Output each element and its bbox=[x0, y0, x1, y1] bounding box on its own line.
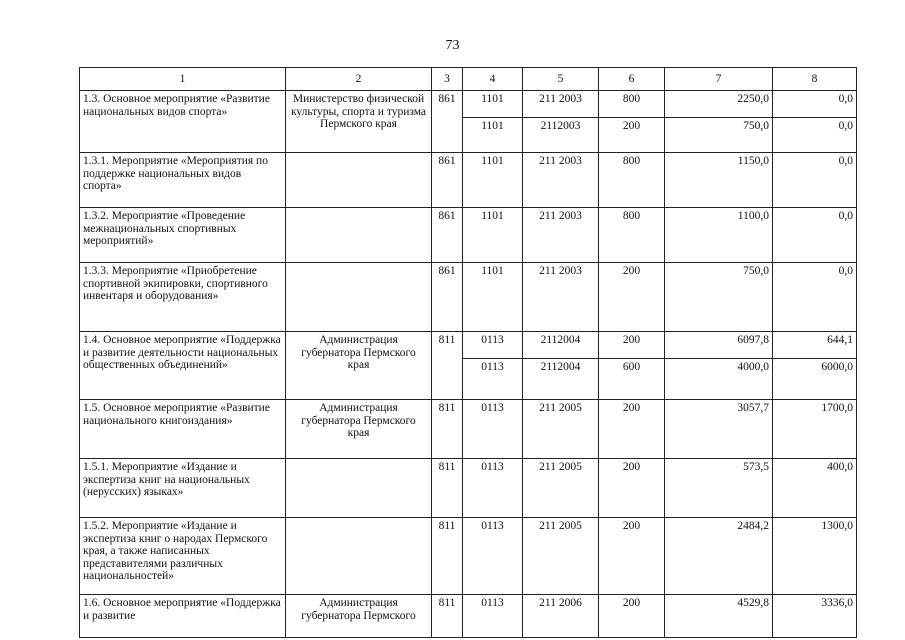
activity-name: 1.6. Основное мероприятие «Поддержка и развитие bbox=[80, 595, 286, 638]
column-header: 2 bbox=[286, 68, 432, 91]
executor: Министерство физической культуры, спорта и туризма Пермского края bbox=[286, 91, 432, 153]
table-row bbox=[80, 263, 857, 332]
amount-col7: 4000,0 bbox=[665, 359, 773, 400]
section-code: 1101 bbox=[463, 91, 523, 118]
expense-type: 200 bbox=[599, 400, 665, 459]
executor bbox=[286, 518, 432, 595]
column-header: 8 bbox=[773, 68, 857, 91]
target-code: 2112004 bbox=[523, 332, 599, 359]
executor: Администрация губернатора Пермского края bbox=[286, 400, 432, 459]
table-row bbox=[80, 459, 857, 518]
section-code: 1101 bbox=[463, 153, 523, 208]
section-code: 0113 bbox=[463, 332, 523, 359]
header-row bbox=[80, 68, 857, 91]
target-code: 2112003 bbox=[523, 118, 599, 153]
column-header: 1 bbox=[80, 68, 286, 91]
activity-name: 1.3.1. Мероприятие «Мероприятия по поддержке национальных видов спорта» bbox=[80, 153, 286, 208]
expense-type: 200 bbox=[599, 459, 665, 518]
table-row bbox=[80, 153, 857, 208]
admin-code: 811 bbox=[432, 459, 463, 518]
executor bbox=[286, 153, 432, 208]
column-header: 7 bbox=[665, 68, 773, 91]
table-row bbox=[80, 518, 857, 595]
expense-type: 800 bbox=[599, 91, 665, 118]
amount-col8: 1700,0 bbox=[773, 400, 857, 459]
column-header: 6 bbox=[599, 68, 665, 91]
amount-col7: 4529,8 bbox=[665, 595, 773, 638]
expense-type: 600 bbox=[599, 359, 665, 400]
target-code: 211 2005 bbox=[523, 459, 599, 518]
target-code: 211 2003 bbox=[523, 153, 599, 208]
target-code: 211 2003 bbox=[523, 208, 599, 263]
amount-col7: 2250,0 bbox=[665, 91, 773, 118]
amount-col7: 6097,8 bbox=[665, 332, 773, 359]
section-code: 0113 bbox=[463, 359, 523, 400]
admin-code: 811 bbox=[432, 518, 463, 595]
column-header: 3 bbox=[432, 68, 463, 91]
amount-col8: 644,1 bbox=[773, 332, 857, 359]
activity-name: 1.4. Основное мероприятие «Поддержка и развитие деятельности национальных общественных объединений» bbox=[80, 332, 286, 400]
table-row bbox=[80, 332, 857, 359]
column-header: 5 bbox=[523, 68, 599, 91]
amount-col8: 0,0 bbox=[773, 91, 857, 118]
target-code: 2112004 bbox=[523, 359, 599, 400]
activity-name: 1.3.3. Мероприятие «Приобретение спортивной экипировки, спортивного инвентаря и оборудования» bbox=[80, 263, 286, 332]
activity-name: 1.5. Основное мероприятие «Развитие национального книгоиздания» bbox=[80, 400, 286, 459]
executor bbox=[286, 263, 432, 332]
table-row bbox=[80, 595, 857, 638]
amount-col7: 1100,0 bbox=[665, 208, 773, 263]
activity-name: 1.5.2. Мероприятие «Издание и экспертиза книг о народах Пермского края, а также написанных представителями различных национальностей» bbox=[80, 518, 286, 595]
expense-type: 200 bbox=[599, 518, 665, 595]
amount-col8: 0,0 bbox=[773, 263, 857, 332]
executor: Администрация губернатора Пермского края bbox=[286, 332, 432, 400]
expense-type: 200 bbox=[599, 263, 665, 332]
target-code: 211 2006 bbox=[523, 595, 599, 638]
table-row bbox=[80, 400, 857, 459]
executor: Администрация губернатора Пермского bbox=[286, 595, 432, 638]
table-row bbox=[80, 208, 857, 263]
admin-code: 811 bbox=[432, 400, 463, 459]
amount-col7: 573,5 bbox=[665, 459, 773, 518]
expense-type: 200 bbox=[599, 118, 665, 153]
amount-col7: 1150,0 bbox=[665, 153, 773, 208]
amount-col8: 1300,0 bbox=[773, 518, 857, 595]
amount-col8: 6000,0 bbox=[773, 359, 857, 400]
amount-col7: 750,0 bbox=[665, 263, 773, 332]
section-code: 0113 bbox=[463, 518, 523, 595]
admin-code: 861 bbox=[432, 153, 463, 208]
admin-code: 861 bbox=[432, 208, 463, 263]
target-code: 211 2005 bbox=[523, 518, 599, 595]
admin-code: 811 bbox=[432, 332, 463, 400]
activity-name: 1.5.1. Мероприятие «Издание и экспертиза книг на национальных (нерусских) языках» bbox=[80, 459, 286, 518]
table-row bbox=[80, 91, 857, 118]
amount-col8: 400,0 bbox=[773, 459, 857, 518]
amount-col7: 750,0 bbox=[665, 118, 773, 153]
admin-code: 861 bbox=[432, 91, 463, 153]
expense-type: 800 bbox=[599, 208, 665, 263]
amount-col8: 3336,0 bbox=[773, 595, 857, 638]
amount-col8: 0,0 bbox=[773, 208, 857, 263]
target-code: 211 2003 bbox=[523, 91, 599, 118]
amount-col8: 0,0 bbox=[773, 118, 857, 153]
expense-type: 800 bbox=[599, 153, 665, 208]
column-header: 4 bbox=[463, 68, 523, 91]
section-code: 0113 bbox=[463, 595, 523, 638]
section-code: 0113 bbox=[463, 459, 523, 518]
expense-type: 200 bbox=[599, 595, 665, 638]
executor bbox=[286, 208, 432, 263]
activity-name: 1.3. Основное мероприятие «Развитие национальных видов спорта» bbox=[80, 91, 286, 153]
expense-type: 200 bbox=[599, 332, 665, 359]
budget-table bbox=[79, 67, 857, 638]
amount-col7: 3057,7 bbox=[665, 400, 773, 459]
amount-col7: 2484,2 bbox=[665, 518, 773, 595]
target-code: 211 2005 bbox=[523, 400, 599, 459]
section-code: 1101 bbox=[463, 208, 523, 263]
activity-name: 1.3.2. Мероприятие «Проведение межнациональных спортивных мероприятий» bbox=[80, 208, 286, 263]
section-code: 1101 bbox=[463, 263, 523, 332]
executor bbox=[286, 459, 432, 518]
admin-code: 811 bbox=[432, 595, 463, 638]
section-code: 1101 bbox=[463, 118, 523, 153]
page-number: 73 bbox=[445, 38, 460, 53]
target-code: 211 2003 bbox=[523, 263, 599, 332]
amount-col8: 0,0 bbox=[773, 153, 857, 208]
admin-code: 861 bbox=[432, 263, 463, 332]
section-code: 0113 bbox=[463, 400, 523, 459]
